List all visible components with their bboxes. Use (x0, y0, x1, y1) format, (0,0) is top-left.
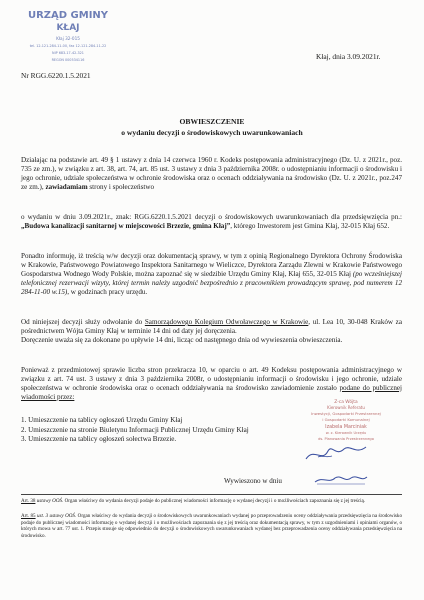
svg-text:REGON 000534116: REGON 000534116 (51, 58, 85, 62)
case-number: Nr RGG.6220.1.5.2021 (21, 71, 91, 80)
document-date: Kłaj, dnia 3.09.2021r. (316, 52, 381, 61)
svg-text:Kłaj 32-015: Kłaj 32-015 (56, 36, 80, 41)
publication-list-item: 3. Umieszczenie na tablicy ogłoszeń sołectwa Brzezie. (21, 435, 177, 443)
document-title: OBWIESZCZENIE (179, 117, 245, 126)
office-stamp (18, 6, 118, 66)
publication-list-item: 2. Umieszczenie na stronie Biuletynu Informacji Publicznej Urzędu Gminy Kłaj (21, 425, 249, 434)
posted-label: Wywieszono w dniu (224, 477, 282, 485)
svg-text:KŁAJ: KŁAJ (56, 23, 80, 33)
svg-text:ds. Planowania Przestrzennego: ds. Planowania Przestrzennego (318, 437, 374, 441)
appeal-body-link: Samorządowego Kolegium Odwoławczego w Krakowie (144, 318, 309, 326)
svg-text:tel. 12-121-284-11-00, fax 12-: tel. 12-121-284-11-00, fax 12-121-284-11-22 (29, 44, 107, 48)
svg-text:Izabela Marciniak: Izabela Marciniak (325, 425, 367, 430)
paragraph-legal-basis: Działając na podstawie art. 49 § 1 ustawy z dnia 14 czerwca 1960 r. Kodeks postępowania administracyjnego (Dz. U. z 2021r., poz. 735 ze zm.), w związku z art. 38, art. 74, art. 85 ust. 3 ustawy z dnia 3 października 2008r. o udostępnianiu informacji o środowisku i jego ochronie, udziale społeczeństwa w ochronie środowiska oraz o ocenach oddziaływania na środowisko (Dz. U. z 2021r., poz.247 ze zm.), zawiadamiam strony i społeczeństwo (21, 156, 402, 191)
svg-text:i Gospodarki Komunalnej: i Gospodarki Komunalnej (322, 417, 370, 422)
footnote-art-85: Art. 85 ust. 3 ustawy OOŚ. Organ właściwy do wydania decyzji o środowiskowych uwarunkowaniach wydanej po przeprowadzeniu oceny oddziaływania przedsięwzięcia na środowisko podaje do publicznej wiadomości informację o wydanej decyzji i o możliwościach zapoznania się z jej treścią oraz dokumentacją sprawy, w tym z uzgodnieniami i opiniami organów, o których mowa w art. 77 ust. 1. Przepis stosuje się odpowiednio do decyzji o środowiskowych uwarunkowaniach wydanej bez przeprowadzenia oceny oddziaływania przedsięwzięcia na środowisko. (21, 513, 403, 539)
paragraph-publication: Ponieważ z przedmiotowej sprawie liczba stron przekracza 10, w oparciu o art. 49 Kodeksu postępowania administracyjnego w związku z art. 74 ust. 3 ustawy z dnia 3 października 2008r, o udostępnianiu informacji o środowisku i jego ochronie, udziale społeczeństwa w ochronie środowiska oraz o ocenach oddziaływania na środowisko zawiadomienie zostało podane do publicznej wiadomości przez: (21, 366, 402, 401)
svg-text:Kierownik Referatu: Kierownik Referatu (327, 405, 365, 410)
footnote-art-38: Art. 38 ustawy OOŚ. Organ właściwy do wydania decyzji podaje do publicznej wiadomości informację o wydanej decyzji i o możliwościach zapoznania się z jej treścią. (21, 498, 366, 504)
svg-text:NIP 683-17-42-321: NIP 683-17-42-321 (52, 51, 84, 55)
posted-date-handwritten (313, 470, 369, 486)
paragraph-delivery: Doręczenie uważa się za dokonane po upływie 14 dni, licząc od następnego dnia od wywieszenia obwieszczenia. (21, 335, 343, 344)
svg-text:Inwestycji, Gospodarki Przestr: Inwestycji, Gospodarki Przestrzennej (311, 411, 381, 416)
svg-text:Z-ca Wójta: Z-ca Wójta (334, 400, 358, 405)
publication-list-item: 1. Umieszczenie na tablicy ogłoszeń Urzędu Gminy Kłaj (21, 416, 183, 424)
paragraph-access-info: Ponadto informuję, iż treścią w/w decyzji oraz dokumentacją sprawy, w tym z opinią Regionalnego Dyrektora Ochrony Środowiska w Krakowie, Państwowego Powiatowego Inspektora Sanitarnego w Wieliczce, Dyrektora Zarządu Zlewni w Krakowie Państwowego Gospodarstwa Wodnego Wody Polskie, można zapoznać się w siedzibie Urzędu Gminy Kłaj, Kłaj 655, 32-015 Kłaj (po wcześniejszej telefonicznej rezerwacji wizyty, której termin należy uzgodnić bezpośrednio z pracownikiem prowadzącym sprawę, pod numerem 12 284-11-00 w.15), w godzinach pracy urzędu. (21, 252, 403, 296)
document-subtitle: o wydaniu decyzji o środowiskowych uwarunkowaniach (121, 128, 303, 137)
paragraph-appeal: Od niniejszej decyzji służy odwołanie do Samorządowego Kolegium Odwoławczego w Krakowie, ul. Lea 10, 30-048 Kraków za pośrednictwem Wójta Gminy Kłaj w terminie 14 dni od daty jej doręczenia. Doręczenie uważa się za dokonane po upływie 14 dni, licząc od następnego dnia od wywieszenia obwieszczenia. (21, 318, 402, 344)
footnote-divider (21, 494, 402, 495)
svg-text:w. z. Kierownik Urzędu: w. z. Kierownik Urzędu (325, 431, 367, 435)
paragraph-decision: o wydaniu w dniu 3.09.2021r., znak: RGG.6220.1.5.2021 decyzji o środowiskowych uwarunkowaniach dla przedsięwzięcia pn.: „Budowa kanalizacji sanitarnej w miejscowości Brzezie, gmina Kłaj”, którego Inwestorem jest Gmina Kłaj, 32-015 Kłaj 652. (21, 213, 402, 230)
signature-stamp (248, 397, 398, 467)
svg-text:URZĄD GMINY: URZĄD GMINY (27, 10, 109, 21)
